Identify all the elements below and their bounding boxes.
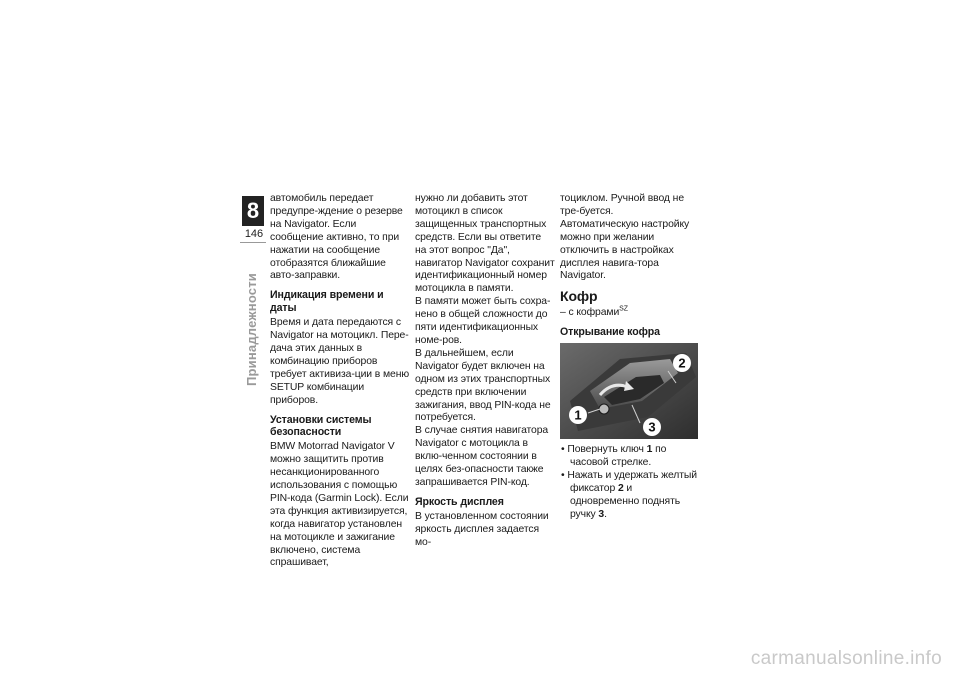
svg-text:3: 3 bbox=[648, 419, 656, 435]
callout-2 bbox=[673, 354, 691, 372]
text-column-2 bbox=[415, 193, 555, 549]
paragraph: Автоматическую настройку можно при желании отключить в настройках дисплея навига-тора Navigator. bbox=[560, 218, 690, 282]
text-column-3 bbox=[560, 193, 700, 522]
paragraph: Время и дата передаются с Navigator на мотоцикл. Пере-дача этих данных в комбинацию приборов требует активиза-ции в меню SETUP комбинации приборов. bbox=[270, 317, 410, 406]
paragraph: В установленном состоянии яркость дисплея задается мо- bbox=[415, 510, 549, 548]
paragraph: тоциклом. Ручной ввод не тре-буется. bbox=[560, 193, 685, 217]
section-title: Кофр bbox=[560, 288, 598, 305]
svg-text:1: 1 bbox=[574, 407, 582, 423]
page-number: 146 bbox=[244, 228, 264, 240]
paragraph: В памяти может быть сохра-нено в общей сложности до пяти идентификационных номе-ров. bbox=[415, 296, 551, 346]
chapter-number-badge bbox=[242, 196, 264, 226]
callout-3 bbox=[643, 418, 661, 436]
pannier-photo bbox=[560, 343, 698, 439]
paragraph: BMW Motorrad Navigator V можно защитить против несанкционированного использования с помощью PIN-кода (Garmin Lock). Если эта функция активизируется, когда навигатор установлен на мотоцикле и зажигание включено, система спрашивает, bbox=[270, 441, 409, 569]
paragraph: автомобиль передает предупре-ждение о резерве на Navigator. Если сообщение активно, то при нажатии на сообщение отобразятся ближайшие авто-заправки. bbox=[270, 193, 403, 282]
svg-text:2: 2 bbox=[678, 355, 686, 371]
section-heading: Открывание кофра bbox=[560, 326, 660, 339]
option-code: SZ bbox=[619, 305, 628, 313]
text-column-1 bbox=[270, 193, 410, 570]
section-heading: Яркость дисплея bbox=[415, 495, 504, 508]
option-note: – с кофрами$^{SZ}$ bbox=[560, 305, 628, 319]
paragraph: нужно ли добавить этот мотоцикл в список защищенных транспортных средств. Если вы ответите на этот вопрос "Да", навигатор Navigator сохранит идентификационный номер мотоцикла в памяти. bbox=[415, 193, 555, 295]
watermark-text: carmanualsonline.info bbox=[750, 648, 942, 669]
paragraph: В случае снятия навигатора Navigator с мотоцикла в вклю-ченном состоянии в целях без-опасности также запрашивается PIN-код. bbox=[415, 425, 549, 488]
list-item: • Нажать и удержать желтый фиксатор 2 и одновременно поднять ручку 3. bbox=[561, 469, 697, 520]
list-item: • Повернуть ключ 1 по часовой стрелке. bbox=[561, 444, 667, 469]
chapter-title-vertical: Принадлежности bbox=[244, 273, 259, 386]
section-heading: Индикация времени и даты bbox=[270, 289, 384, 315]
tab-divider bbox=[240, 242, 266, 243]
callout-1 bbox=[569, 406, 587, 424]
paragraph: В дальнейшем, если Navigator будет включен на одном из этих транспортных средств при включении зажигания, ввод PIN-кода не потребуется. bbox=[415, 347, 551, 424]
chapter-number: 8 bbox=[246, 198, 260, 223]
section-heading: Установки системы безопасности bbox=[270, 413, 372, 439]
key-lock bbox=[599, 404, 609, 414]
